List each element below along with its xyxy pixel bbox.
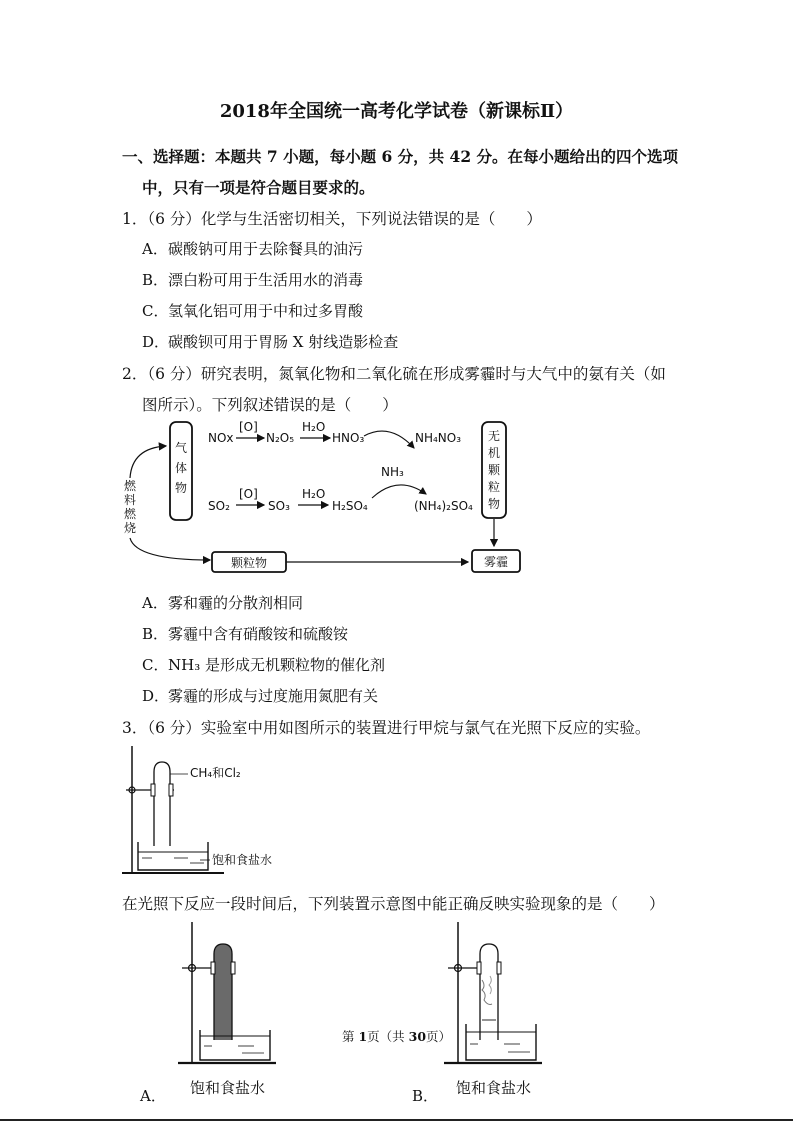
side-label-char: 料 (123, 493, 137, 507)
option-key: C． (142, 656, 169, 674)
methane-chlorine-apparatus (118, 742, 278, 880)
haze-box-label: 雾霾 (483, 555, 509, 569)
inorganic-box-char: 粒 (487, 480, 501, 494)
clamp-jaw (151, 784, 155, 796)
q3-stem: 3．（6 分）实验室中用如图所示的装置进行甲烷与氯气在光照下反应的实验。 (122, 719, 651, 737)
page-footer (0, 1027, 793, 1045)
option-key: D． (142, 687, 170, 705)
choice-a-key: A． (140, 1087, 166, 1105)
row1-nh4no3: NH₄NO₃ (415, 431, 462, 445)
row1-hno3: HNO₃ (332, 431, 365, 445)
option-key: B． (142, 271, 169, 289)
q2-option-b (142, 623, 348, 644)
arrow-to-particles (130, 538, 210, 560)
clamp-jaw (477, 962, 481, 974)
inorganic-box-char: 机 (487, 446, 501, 460)
arrow-to-gas (130, 446, 166, 478)
option-text: NH₃ 是形成无机颗粒物的催化剂 (168, 656, 385, 674)
footer-page-number: 1 (358, 1029, 368, 1044)
choice-b-apparatus (438, 920, 548, 1070)
q1-option-a (142, 238, 363, 259)
option-key: A． (142, 594, 168, 612)
section-heading-line1: 一、选择题：本题共 7 小题，每小题 6 分，共 42 分。在每小题给出的四个选项 (122, 147, 679, 166)
inorganic-box-char: 物 (487, 497, 501, 511)
row2-ox2: H₂O (302, 487, 326, 501)
row2-nh4-2so4: (NH₄)₂SO₄ (414, 499, 473, 513)
trough (138, 842, 208, 870)
q1-stem: 1．（6 分）化学与生活密切相关，下列说法错误的是（ ） (122, 210, 542, 228)
footer-total-pages: 30 (408, 1029, 427, 1044)
footer-text: 页（共 (367, 1029, 409, 1044)
q2-stem-line2: 图所示）。下列叙述错误的是（ ） (142, 396, 398, 414)
clamp-jaw (169, 784, 173, 796)
option-text: 雾和霾的分散剂相同 (168, 594, 304, 612)
row1-curve (364, 431, 414, 448)
inorganic-box-char: 无 (487, 429, 501, 443)
option-key: C． (142, 302, 169, 320)
row1-ox1: [O] (239, 420, 258, 434)
clamp-jaw (231, 962, 235, 974)
option-text: 碳酸钠可用于去除餐具的油污 (168, 240, 364, 258)
clamp-jaw (211, 962, 215, 974)
option-key: B． (142, 625, 169, 643)
gas-label: CH₄和Cl₂ (190, 766, 241, 780)
section-heading-line2: 中，只有一项是符合题目要求的。 (142, 178, 375, 197)
clamp-jaw (497, 962, 501, 974)
row2-ox1: [O] (239, 487, 258, 501)
test-tube (154, 762, 170, 846)
inorganic-box-char: 颗 (487, 463, 501, 477)
option-text: 雾霾中含有硝酸铵和硫酸铵 (168, 625, 349, 643)
row2-h2so4: H₂SO₄ (332, 499, 368, 513)
haze-formation-diagram (118, 418, 530, 580)
choice-b-label: 饱和食盐水 (456, 1079, 532, 1097)
gas-box-char: 体 (174, 461, 188, 475)
option-text: 雾霾的形成与过度施用氮肥有关 (168, 687, 379, 705)
q2-option-a (142, 592, 303, 613)
row1-ox2: H₂O (302, 420, 326, 434)
gas-box-char: 气 (174, 441, 188, 455)
choice-a-label: 饱和食盐水 (190, 1079, 266, 1097)
row2-so3: SO₃ (268, 499, 290, 513)
choice-b-key: B． (412, 1087, 439, 1105)
page-bottom-rule (0, 1119, 793, 1121)
particle-box-label: 颗粒物 (230, 556, 268, 570)
option-text: 碳酸钡可用于胃肠 X 射线造影检查 (168, 333, 399, 351)
row2-curve (372, 485, 426, 498)
row1-nox: NOx (208, 431, 234, 445)
side-label-char: 烧 (123, 521, 137, 535)
option-key: A． (142, 240, 168, 258)
row1-n2o5: N₂O₅ (266, 431, 295, 445)
choice-a-apparatus (172, 920, 282, 1070)
liquid-label: 饱和食盐水 (212, 853, 273, 867)
test-tube (480, 944, 498, 1040)
nh3-label: NH₃ (381, 465, 404, 479)
gas-box-char: 物 (174, 481, 188, 495)
q2-option-c (142, 654, 385, 675)
q2-stem-line1: 2．（6 分）研究表明，氮氧化物和二氧化硫在形成雾霾时与大气中的氨有关（如 (122, 365, 666, 383)
q2-option-d (142, 685, 378, 706)
side-label-char: 燃 (123, 507, 137, 521)
row2-so2: SO₂ (208, 499, 230, 513)
q1-option-b (142, 269, 363, 290)
footer-text: 第 (341, 1029, 359, 1044)
test-tube-filled (214, 944, 232, 1040)
q3-stem2: 在光照下反应一段时间后，下列装置示意图中能正确反映实验现象的是（ ） (122, 895, 665, 913)
option-text: 漂白粉可用于生活用水的消毒 (168, 271, 364, 289)
page-title: 2018年全国统一高考化学试卷（新课标Ⅱ） (219, 101, 574, 122)
option-text: 氢氧化铝可用于中和过多胃酸 (168, 302, 364, 320)
q1-option-c (142, 300, 363, 321)
q1-option-d (142, 331, 398, 352)
footer-text: 页） (426, 1029, 452, 1044)
option-key: D． (142, 333, 170, 351)
side-label-char: 燃 (123, 479, 137, 493)
